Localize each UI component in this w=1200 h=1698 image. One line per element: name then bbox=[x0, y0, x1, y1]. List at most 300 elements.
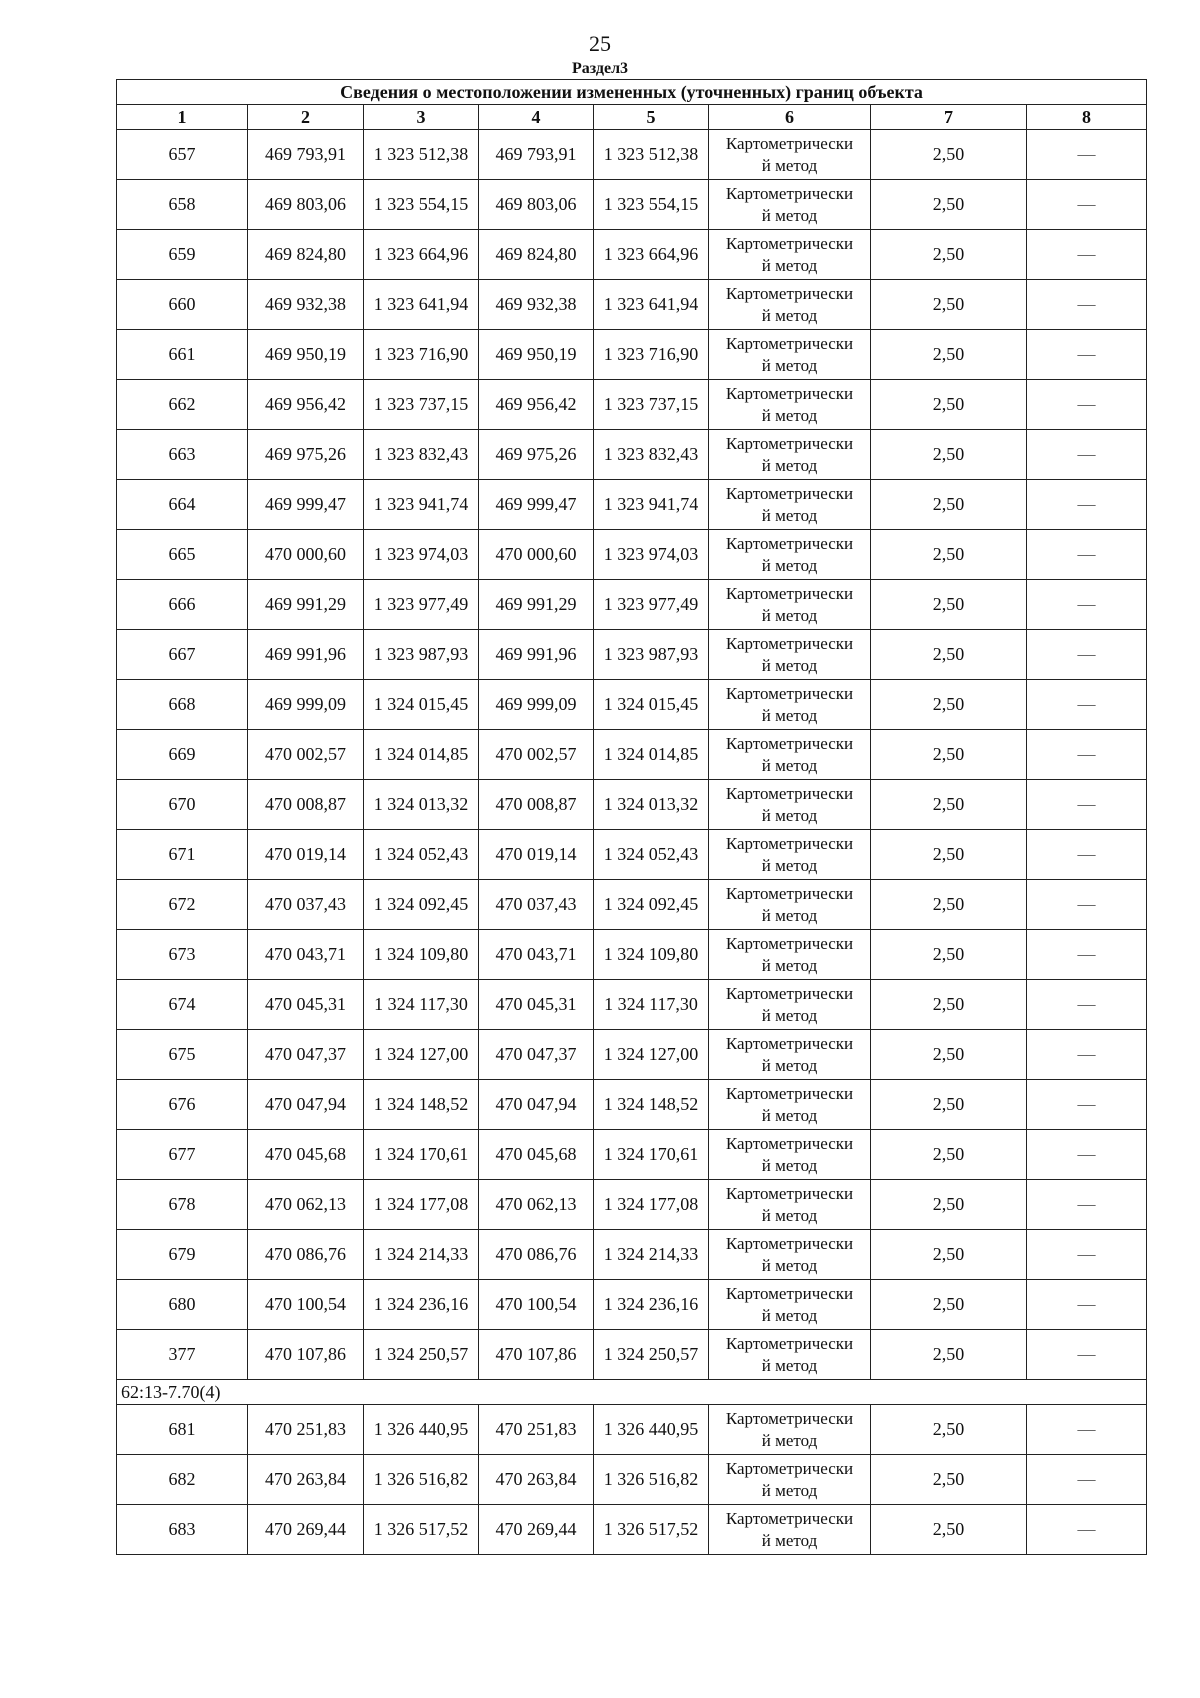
note-cell: — bbox=[1027, 1030, 1147, 1080]
note-cell: — bbox=[1027, 1130, 1147, 1180]
group-row bbox=[117, 1380, 1147, 1405]
y-coordinate-cell: 1 324 127,00 bbox=[594, 1030, 709, 1080]
note-cell: — bbox=[1027, 1230, 1147, 1280]
method-text: Картометрически bbox=[725, 583, 854, 603]
y-coordinate-cell: 1 324 117,30 bbox=[364, 980, 479, 1030]
note-cell: — bbox=[1027, 930, 1147, 980]
y-coordinate-cell: 1 323 974,03 bbox=[364, 530, 479, 580]
y-coordinate-cell: 1 324 015,45 bbox=[594, 680, 709, 730]
method-text: й метод bbox=[761, 305, 818, 325]
method-text: Картометрически bbox=[725, 1283, 854, 1303]
accuracy-cell: 2,50 bbox=[871, 1330, 1027, 1380]
x-coordinate-cell: 469 793,91 bbox=[248, 130, 364, 180]
note-cell: — bbox=[1027, 280, 1147, 330]
method-text: Картометрически bbox=[725, 1133, 854, 1153]
method-cell bbox=[709, 130, 871, 180]
accuracy-cell: 2,50 bbox=[871, 1080, 1027, 1130]
note-cell: — bbox=[1027, 480, 1147, 530]
method-cell bbox=[709, 330, 871, 380]
table-row bbox=[117, 280, 1147, 330]
note-cell: — bbox=[1027, 1505, 1147, 1555]
y-coordinate-cell: 1 324 170,61 bbox=[364, 1130, 479, 1180]
method-text: й метод bbox=[761, 905, 818, 925]
column-number: 8 bbox=[1027, 105, 1147, 130]
accuracy-cell: 2,50 bbox=[871, 280, 1027, 330]
column-number: 2 bbox=[248, 105, 364, 130]
y-coordinate-cell: 1 326 516,82 bbox=[594, 1455, 709, 1505]
column-number: 5 bbox=[594, 105, 709, 130]
y-coordinate-cell: 1 323 977,49 bbox=[364, 580, 479, 630]
table-row bbox=[117, 1405, 1147, 1455]
accuracy-cell: 2,50 bbox=[871, 1280, 1027, 1330]
table-row bbox=[117, 1030, 1147, 1080]
accuracy-cell: 2,50 bbox=[871, 480, 1027, 530]
x-coordinate-cell: 470 107,86 bbox=[479, 1330, 594, 1380]
x-coordinate-cell: 470 037,43 bbox=[479, 880, 594, 930]
accuracy-cell: 2,50 bbox=[871, 230, 1027, 280]
table-row bbox=[117, 830, 1147, 880]
accuracy-cell: 2,50 bbox=[871, 1505, 1027, 1555]
y-coordinate-cell: 1 323 987,93 bbox=[364, 630, 479, 680]
method-text: й метод bbox=[761, 655, 818, 675]
point-number-cell: 681 bbox=[117, 1405, 248, 1455]
note-cell: — bbox=[1027, 380, 1147, 430]
x-coordinate-cell: 470 019,14 bbox=[248, 830, 364, 880]
x-coordinate-cell: 469 991,29 bbox=[479, 580, 594, 630]
table-row bbox=[117, 1330, 1147, 1380]
note-cell: — bbox=[1027, 980, 1147, 1030]
method-text: Картометрически bbox=[725, 133, 854, 153]
method-text: й метод bbox=[761, 705, 818, 725]
x-coordinate-cell: 469 991,29 bbox=[248, 580, 364, 630]
note-cell: — bbox=[1027, 730, 1147, 780]
accuracy-cell: 2,50 bbox=[871, 1030, 1027, 1080]
point-number-cell: 670 bbox=[117, 780, 248, 830]
table-row bbox=[117, 1080, 1147, 1130]
accuracy-cell: 2,50 bbox=[871, 380, 1027, 430]
method-cell bbox=[709, 1280, 871, 1330]
method-cell bbox=[709, 430, 871, 480]
table-row bbox=[117, 1230, 1147, 1280]
method-cell bbox=[709, 1180, 871, 1230]
x-coordinate-cell: 469 824,80 bbox=[479, 230, 594, 280]
point-number-cell: 665 bbox=[117, 530, 248, 580]
method-cell bbox=[709, 230, 871, 280]
y-coordinate-cell: 1 326 440,95 bbox=[364, 1405, 479, 1455]
note-cell: — bbox=[1027, 630, 1147, 680]
method-cell bbox=[709, 680, 871, 730]
y-coordinate-cell: 1 324 013,32 bbox=[594, 780, 709, 830]
point-number-cell: 676 bbox=[117, 1080, 248, 1130]
method-cell bbox=[709, 530, 871, 580]
point-number-cell: 679 bbox=[117, 1230, 248, 1280]
x-coordinate-cell: 470 086,76 bbox=[479, 1230, 594, 1280]
column-number-row bbox=[117, 105, 1147, 130]
y-coordinate-cell: 1 324 236,16 bbox=[594, 1280, 709, 1330]
x-coordinate-cell: 469 950,19 bbox=[248, 330, 364, 380]
note-cell: — bbox=[1027, 830, 1147, 880]
method-cell bbox=[709, 580, 871, 630]
method-text: Картометрически bbox=[725, 1183, 854, 1203]
y-coordinate-cell: 1 326 440,95 bbox=[594, 1405, 709, 1455]
accuracy-cell: 2,50 bbox=[871, 630, 1027, 680]
method-text: й метод bbox=[761, 955, 818, 975]
point-number-cell: 668 bbox=[117, 680, 248, 730]
x-coordinate-cell: 470 002,57 bbox=[248, 730, 364, 780]
method-text: й метод bbox=[761, 205, 818, 225]
table-row bbox=[117, 430, 1147, 480]
accuracy-cell: 2,50 bbox=[871, 780, 1027, 830]
accuracy-cell: 2,50 bbox=[871, 830, 1027, 880]
x-coordinate-cell: 469 999,09 bbox=[248, 680, 364, 730]
y-coordinate-cell: 1 323 641,94 bbox=[364, 280, 479, 330]
note-cell: — bbox=[1027, 230, 1147, 280]
method-text: й метод bbox=[761, 1105, 818, 1125]
y-coordinate-cell: 1 324 109,80 bbox=[594, 930, 709, 980]
x-coordinate-cell: 470 100,54 bbox=[248, 1280, 364, 1330]
accuracy-cell: 2,50 bbox=[871, 980, 1027, 1030]
method-text: й метод bbox=[761, 405, 818, 425]
method-cell bbox=[709, 1330, 871, 1380]
method-text: й метод bbox=[761, 1005, 818, 1025]
column-number: 6 bbox=[709, 105, 871, 130]
note-cell: — bbox=[1027, 780, 1147, 830]
point-number-cell: 663 bbox=[117, 430, 248, 480]
point-number-cell: 660 bbox=[117, 280, 248, 330]
note-cell: — bbox=[1027, 130, 1147, 180]
note-cell: — bbox=[1027, 1080, 1147, 1130]
y-coordinate-cell: 1 324 236,16 bbox=[364, 1280, 479, 1330]
method-text: Картометрически bbox=[725, 1408, 854, 1428]
method-cell bbox=[709, 1405, 871, 1455]
note-cell: — bbox=[1027, 680, 1147, 730]
point-number-cell: 675 bbox=[117, 1030, 248, 1080]
x-coordinate-cell: 470 047,37 bbox=[479, 1030, 594, 1080]
y-coordinate-cell: 1 323 554,15 bbox=[594, 180, 709, 230]
note-cell: — bbox=[1027, 1280, 1147, 1330]
accuracy-cell: 2,50 bbox=[871, 1130, 1027, 1180]
group-label: 62:13-7.70(4) bbox=[117, 1380, 1147, 1405]
method-text: Картометрически bbox=[725, 1333, 854, 1353]
accuracy-cell: 2,50 bbox=[871, 530, 1027, 580]
y-coordinate-cell: 1 324 109,80 bbox=[364, 930, 479, 980]
method-cell bbox=[709, 880, 871, 930]
method-cell bbox=[709, 1505, 871, 1555]
table-row bbox=[117, 230, 1147, 280]
y-coordinate-cell: 1 324 214,33 bbox=[594, 1230, 709, 1280]
point-number-cell: 667 bbox=[117, 630, 248, 680]
y-coordinate-cell: 1 323 832,43 bbox=[594, 430, 709, 480]
accuracy-cell: 2,50 bbox=[871, 430, 1027, 480]
accuracy-cell: 2,50 bbox=[871, 180, 1027, 230]
y-coordinate-cell: 1 324 052,43 bbox=[594, 830, 709, 880]
method-text: й метод bbox=[761, 255, 818, 275]
method-cell bbox=[709, 280, 871, 330]
x-coordinate-cell: 469 991,96 bbox=[479, 630, 594, 680]
method-text: й метод bbox=[761, 355, 818, 375]
section-label: Раздел3 bbox=[571, 60, 629, 77]
y-coordinate-cell: 1 323 512,38 bbox=[594, 130, 709, 180]
x-coordinate-cell: 470 045,68 bbox=[248, 1130, 364, 1180]
method-cell bbox=[709, 180, 871, 230]
accuracy-cell: 2,50 bbox=[871, 130, 1027, 180]
method-text: й метод bbox=[761, 505, 818, 525]
y-coordinate-cell: 1 323 554,15 bbox=[364, 180, 479, 230]
method-text: й метод bbox=[761, 555, 818, 575]
method-text: Картометрически bbox=[725, 433, 854, 453]
table-row bbox=[117, 780, 1147, 830]
method-text: Картометрически bbox=[725, 233, 854, 253]
point-number-cell: 377 bbox=[117, 1330, 248, 1380]
x-coordinate-cell: 469 975,26 bbox=[479, 430, 594, 480]
method-text: Картометрически bbox=[725, 533, 854, 553]
y-coordinate-cell: 1 324 092,45 bbox=[364, 880, 479, 930]
accuracy-cell: 2,50 bbox=[871, 330, 1027, 380]
y-coordinate-cell: 1 324 177,08 bbox=[364, 1180, 479, 1230]
method-text: Картометрически bbox=[725, 633, 854, 653]
method-text: Картометрически bbox=[725, 483, 854, 503]
y-coordinate-cell: 1 324 148,52 bbox=[594, 1080, 709, 1130]
point-number-cell: 674 bbox=[117, 980, 248, 1030]
note-cell: — bbox=[1027, 1330, 1147, 1380]
y-coordinate-cell: 1 324 250,57 bbox=[594, 1330, 709, 1380]
column-number: 4 bbox=[479, 105, 594, 130]
y-coordinate-cell: 1 323 716,90 bbox=[594, 330, 709, 380]
table-row bbox=[117, 630, 1147, 680]
x-coordinate-cell: 470 251,83 bbox=[248, 1405, 364, 1455]
method-text: Картометрически bbox=[725, 983, 854, 1003]
accuracy-cell: 2,50 bbox=[871, 930, 1027, 980]
coordinates-table bbox=[116, 79, 1147, 1555]
method-text: Картометрически bbox=[725, 933, 854, 953]
method-text: Картометрически bbox=[725, 333, 854, 353]
y-coordinate-cell: 1 323 977,49 bbox=[594, 580, 709, 630]
x-coordinate-cell: 470 263,84 bbox=[479, 1455, 594, 1505]
method-text: й метод bbox=[761, 1355, 818, 1375]
table-row bbox=[117, 1180, 1147, 1230]
y-coordinate-cell: 1 324 014,85 bbox=[364, 730, 479, 780]
method-cell bbox=[709, 980, 871, 1030]
x-coordinate-cell: 470 019,14 bbox=[479, 830, 594, 880]
method-cell bbox=[709, 1455, 871, 1505]
x-coordinate-cell: 469 975,26 bbox=[248, 430, 364, 480]
x-coordinate-cell: 469 824,80 bbox=[248, 230, 364, 280]
method-text: й метод bbox=[761, 1155, 818, 1175]
method-text: й метод bbox=[761, 1530, 818, 1550]
x-coordinate-cell: 470 107,86 bbox=[248, 1330, 364, 1380]
x-coordinate-cell: 470 269,44 bbox=[248, 1505, 364, 1555]
x-coordinate-cell: 470 000,60 bbox=[248, 530, 364, 580]
table-row bbox=[117, 980, 1147, 1030]
y-coordinate-cell: 1 324 052,43 bbox=[364, 830, 479, 880]
x-coordinate-cell: 469 803,06 bbox=[248, 180, 364, 230]
point-number-cell: 673 bbox=[117, 930, 248, 980]
method-text: Картометрически bbox=[725, 1033, 854, 1053]
y-coordinate-cell: 1 323 987,93 bbox=[594, 630, 709, 680]
method-text: Картометрически bbox=[725, 733, 854, 753]
method-text: Картометрически bbox=[725, 783, 854, 803]
method-text: й метод bbox=[761, 455, 818, 475]
point-number-cell: 661 bbox=[117, 330, 248, 380]
note-cell: — bbox=[1027, 1455, 1147, 1505]
accuracy-cell: 2,50 bbox=[871, 1455, 1027, 1505]
x-coordinate-cell: 469 932,38 bbox=[479, 280, 594, 330]
method-cell bbox=[709, 480, 871, 530]
note-cell: — bbox=[1027, 530, 1147, 580]
y-coordinate-cell: 1 324 092,45 bbox=[594, 880, 709, 930]
y-coordinate-cell: 1 324 148,52 bbox=[364, 1080, 479, 1130]
method-text: й метод bbox=[761, 1055, 818, 1075]
point-number-cell: 664 bbox=[117, 480, 248, 530]
x-coordinate-cell: 470 263,84 bbox=[248, 1455, 364, 1505]
x-coordinate-cell: 470 100,54 bbox=[479, 1280, 594, 1330]
y-coordinate-cell: 1 324 127,00 bbox=[364, 1030, 479, 1080]
method-cell bbox=[709, 780, 871, 830]
note-cell: — bbox=[1027, 330, 1147, 380]
y-coordinate-cell: 1 323 664,96 bbox=[364, 230, 479, 280]
y-coordinate-cell: 1 326 517,52 bbox=[594, 1505, 709, 1555]
method-text: Картометрически bbox=[725, 183, 854, 203]
table-row bbox=[117, 330, 1147, 380]
note-cell: — bbox=[1027, 180, 1147, 230]
note-cell: — bbox=[1027, 1405, 1147, 1455]
table-row bbox=[117, 730, 1147, 780]
column-number: 3 bbox=[364, 105, 479, 130]
x-coordinate-cell: 470 008,87 bbox=[248, 780, 364, 830]
table-row bbox=[117, 130, 1147, 180]
table-row bbox=[117, 180, 1147, 230]
method-text: й метод bbox=[761, 1255, 818, 1275]
method-text: Картометрически bbox=[725, 833, 854, 853]
table-row bbox=[117, 380, 1147, 430]
point-number-cell: 678 bbox=[117, 1180, 248, 1230]
note-cell: — bbox=[1027, 580, 1147, 630]
table-row bbox=[117, 480, 1147, 530]
accuracy-cell: 2,50 bbox=[871, 730, 1027, 780]
point-number-cell: 672 bbox=[117, 880, 248, 930]
method-cell bbox=[709, 1130, 871, 1180]
point-number-cell: 666 bbox=[117, 580, 248, 630]
x-coordinate-cell: 470 000,60 bbox=[479, 530, 594, 580]
note-cell: — bbox=[1027, 880, 1147, 930]
method-text: й метод bbox=[761, 855, 818, 875]
accuracy-cell: 2,50 bbox=[871, 1180, 1027, 1230]
x-coordinate-cell: 469 956,42 bbox=[479, 380, 594, 430]
y-coordinate-cell: 1 324 015,45 bbox=[364, 680, 479, 730]
table-caption-row bbox=[117, 80, 1147, 105]
y-coordinate-cell: 1 323 832,43 bbox=[364, 430, 479, 480]
y-coordinate-cell: 1 323 941,74 bbox=[594, 480, 709, 530]
x-coordinate-cell: 470 269,44 bbox=[479, 1505, 594, 1555]
accuracy-cell: 2,50 bbox=[871, 1405, 1027, 1455]
y-coordinate-cell: 1 323 512,38 bbox=[364, 130, 479, 180]
table-row bbox=[117, 1130, 1147, 1180]
method-cell bbox=[709, 630, 871, 680]
point-number-cell: 658 bbox=[117, 180, 248, 230]
accuracy-cell: 2,50 bbox=[871, 680, 1027, 730]
table-row bbox=[117, 530, 1147, 580]
y-coordinate-cell: 1 324 014,85 bbox=[594, 730, 709, 780]
y-coordinate-cell: 1 324 170,61 bbox=[594, 1130, 709, 1180]
point-number-cell: 662 bbox=[117, 380, 248, 430]
x-coordinate-cell: 469 956,42 bbox=[248, 380, 364, 430]
x-coordinate-cell: 470 002,57 bbox=[479, 730, 594, 780]
y-coordinate-cell: 1 323 716,90 bbox=[364, 330, 479, 380]
x-coordinate-cell: 469 999,47 bbox=[479, 480, 594, 530]
x-coordinate-cell: 469 991,96 bbox=[248, 630, 364, 680]
y-coordinate-cell: 1 323 737,15 bbox=[594, 380, 709, 430]
method-cell bbox=[709, 1080, 871, 1130]
method-text: Картометрически bbox=[725, 1458, 854, 1478]
method-cell bbox=[709, 380, 871, 430]
method-text: й метод bbox=[761, 755, 818, 775]
y-coordinate-cell: 1 323 664,96 bbox=[594, 230, 709, 280]
method-cell bbox=[709, 930, 871, 980]
point-number-cell: 677 bbox=[117, 1130, 248, 1180]
x-coordinate-cell: 470 008,87 bbox=[479, 780, 594, 830]
x-coordinate-cell: 470 062,13 bbox=[479, 1180, 594, 1230]
x-coordinate-cell: 470 086,76 bbox=[248, 1230, 364, 1280]
x-coordinate-cell: 469 803,06 bbox=[479, 180, 594, 230]
method-text: й метод bbox=[761, 1480, 818, 1500]
column-number: 7 bbox=[871, 105, 1027, 130]
method-text: й метод bbox=[761, 1305, 818, 1325]
table-row bbox=[117, 1455, 1147, 1505]
x-coordinate-cell: 470 047,94 bbox=[248, 1080, 364, 1130]
method-text: й метод bbox=[761, 605, 818, 625]
accuracy-cell: 2,50 bbox=[871, 580, 1027, 630]
method-cell bbox=[709, 830, 871, 880]
method-text: Картометрически bbox=[725, 1508, 854, 1528]
method-cell bbox=[709, 1030, 871, 1080]
table-caption: Сведения о местоположении измененных (уточненных) границ объекта bbox=[117, 80, 1147, 105]
method-text: Картометрически bbox=[725, 1233, 854, 1253]
y-coordinate-cell: 1 324 250,57 bbox=[364, 1330, 479, 1380]
table-row bbox=[117, 1505, 1147, 1555]
x-coordinate-cell: 469 793,91 bbox=[479, 130, 594, 180]
method-text: й метод bbox=[761, 155, 818, 175]
page-number: 25 bbox=[589, 31, 611, 56]
x-coordinate-cell: 470 251,83 bbox=[479, 1405, 594, 1455]
y-coordinate-cell: 1 324 117,30 bbox=[594, 980, 709, 1030]
column-number: 1 bbox=[117, 105, 248, 130]
point-number-cell: 669 bbox=[117, 730, 248, 780]
x-coordinate-cell: 470 043,71 bbox=[479, 930, 594, 980]
x-coordinate-cell: 470 037,43 bbox=[248, 880, 364, 930]
y-coordinate-cell: 1 323 737,15 bbox=[364, 380, 479, 430]
method-cell bbox=[709, 730, 871, 780]
method-text: Картометрически bbox=[725, 883, 854, 903]
y-coordinate-cell: 1 326 516,82 bbox=[364, 1455, 479, 1505]
point-number-cell: 659 bbox=[117, 230, 248, 280]
x-coordinate-cell: 470 045,31 bbox=[479, 980, 594, 1030]
note-cell: — bbox=[1027, 430, 1147, 480]
x-coordinate-cell: 469 999,47 bbox=[248, 480, 364, 530]
y-coordinate-cell: 1 323 941,74 bbox=[364, 480, 479, 530]
y-coordinate-cell: 1 324 013,32 bbox=[364, 780, 479, 830]
table-row bbox=[117, 930, 1147, 980]
method-text: й метод bbox=[761, 805, 818, 825]
y-coordinate-cell: 1 326 517,52 bbox=[364, 1505, 479, 1555]
table-row bbox=[117, 580, 1147, 630]
x-coordinate-cell: 470 045,68 bbox=[479, 1130, 594, 1180]
x-coordinate-cell: 470 043,71 bbox=[248, 930, 364, 980]
accuracy-cell: 2,50 bbox=[871, 880, 1027, 930]
point-number-cell: 671 bbox=[117, 830, 248, 880]
accuracy-cell: 2,50 bbox=[871, 1230, 1027, 1280]
y-coordinate-cell: 1 324 177,08 bbox=[594, 1180, 709, 1230]
method-text: Картометрически bbox=[725, 683, 854, 703]
